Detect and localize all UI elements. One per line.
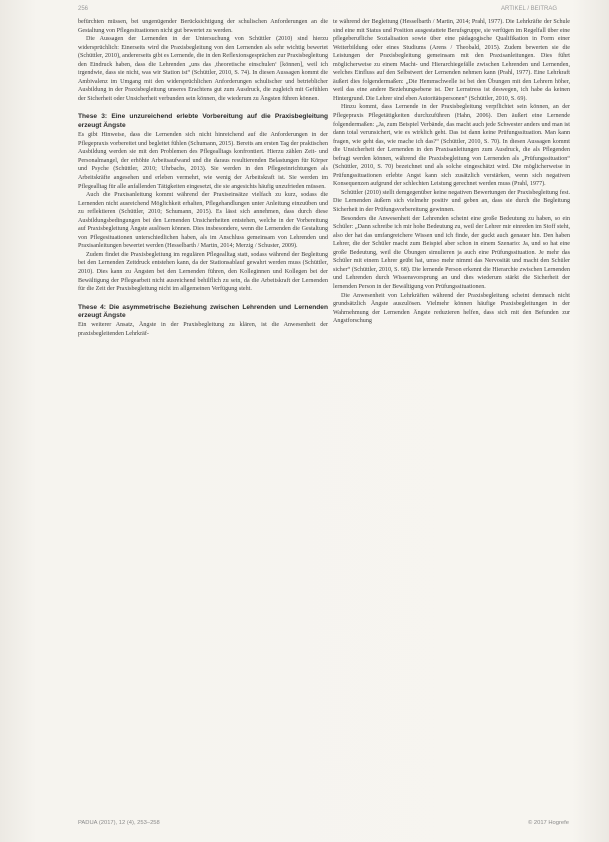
copyright-notice: © 2017 Hogrefe	[527, 820, 569, 826]
page-number: 256	[78, 6, 89, 12]
paragraph: Ein weiterer Ansatz, Ängste in der Praxisbegleitung zu klären, ist die Anwesenheit der praxisbegleitenden Lehrkräf-	[78, 322, 328, 338]
left-column	[78, 18, 328, 339]
paragraph: befürchten müssen, bei ungenügender Berücksichtigung der schulischen Anforderungen an die Gestaltung von Pflegesituationen nicht gut bewertet zu werden.	[78, 19, 328, 34]
page-footer	[78, 820, 569, 830]
paragraph: Schüttler (2010) stellt demgegenüber keine negativen Bewertungen der Praxisbegleitung fest. Die Lernenden äußern sich vielmehr positiv und geben an, dass sie durch die Begleitung Sicherheit in der Prüfungsvorbereitung gewinnen.	[333, 189, 570, 214]
section-heading: These 3: Eine unzureichend erlebte Vorbereitung auf die Praxisbegleitung erzeugt Ängste	[78, 113, 328, 129]
paragraph: Zudem findet die Praxisbegleitung im regulären Pflegealltag statt, sodass während der Begleitung bei den Lernenden Zeitdruck entstehen kann, da der Stationsablauf gewahrt werden muss (Schüttler, 2010). Dies kann zu Ängsten bei den Lernenden führen, den Kolleginnen und Kollegen bei der Bewältigung der Pflegearbeit nicht ausreichend behilflich zu sein, da die Arbeitskraft der Lernenden für die Zeit der Praxisbegleitung nicht im allgemeinen Verfügung steht.	[78, 251, 328, 293]
paragraph: Die Anwesenheit von Lehrkräften während der Praxisbegleitung scheint demnach nicht grundsätzlich Ängste auszulösen. Vielmehr können häufige Praxisbegleitungen in der Wahrnehmung der Lernenden Ängste reduzieren helfen, dass sich mit den Befunden zur Angstforschung	[333, 292, 570, 325]
paragraph: Auch die Praxisanleitung kommt während der Praxiseinsätze vielfach zu kurz, sodass die Lernenden nicht ausreichend Möglichkeit erhalten, Pflegehandlungen unter Anleitung einzuüben und zu reflektieren (Schüttler, 2010; Schumann, 2015). Es lässt sich annehmen, dass durch diese Ausbildungsbedingungen bei den Lernenden Unsicherheiten entstehen, welche in der Vorbereitung auf Praxisbegleitung Ängste auslösen können. Dies insbesondere, wenn die Lernenden die Gestaltung von Pflegesituationen unterschiedlichen haben, als im Anschluss gemeinsam von Lehrenden und Praxisanleitungen bewertet werden (Hesselbarth / Martin, 2014; Merzig / Schuster, 2009).	[78, 192, 328, 250]
paragraph: Besonders die Anwesenheit der Lehrenden scheint eine große Bedeutung zu haben, so ein Schüler: „Dann schreibe ich mir hohe Bedeutung zu, weil der Lehrer mir einreden im Stoff steht, also der hat das umfangreichere Wissen und ich finde, der guckt auch genauer hin. Den haben Lehrer, die der Schüler macht zum Beispiel aber schon in einem Szenario: Ja, und so hat eine große Bedeutung, weil die Übungen simulieren ja auch eine Prüfungssituation. Je mehr das Schüler mit einem Lehrer geübt hat, umso mehr nimmt das Nervosität und macht den Schüler sicher“ (Schüttler, 2010, S. 68). Die lernende Person erkennt die Hierarchie zwischen Lernenden und Lehrenden durch Wissensvorsprung an und dies wiederum stärkt die Sicherheit der lernenden Person in der Bewältigung von Prüfungssituationen.	[333, 215, 570, 290]
paragraph: Die Aussagen der Lernenden in der Untersuchung von Schüttler (2010) sind hierzu widersprüchlich: Einerseits wird die Praxisbegleitung von den Lernenden als sehr wichtig bewertet (Schüttler, 2010), andererseits gibt es Lernende, die in den Reflexionsgesprächen zur Praxisbegleitung den Eindruck haben, dass die Lehrenden „uns das ‚theoretische einschulen‘ [können], weil ich irgendwie, dass sie nicht, was wir Station ist“ (Schüttler, 2010, S. 74). In diesen Aussagen kommt die Ambivalenz im Umgang mit den widersprüchlichen Anforderungen schulischer und betrieblicher Ausbildung in der Praxisbegleitung unseres Erachtens gut zum Ausdruck, die zugleich mit Gefühlen der Sicherheit oder Unsicherheit verbunden sein können, die wiederum zu Ängsten führen können.	[78, 36, 328, 102]
paragraph: Es gibt Hinweise, dass die Lernenden sich nicht hinreichend auf die Anforderungen in der Pflegepraxis vorbereitet und begleitet fühlen (Schumann, 2015). Bereits am ersten Tag der praktischen Ausbildung werden sie mit den Problemen des Pflegealltags konfrontiert. Hierzu zählen Zeit- und Personalmangel, der erhöhte Arbeitsaufwand und die daraus resultierenden Belastungen für Körper und Psyche (Schüttler, 2010; Uhrbachs, 2013). Sie werden in den Pflegeeinrichtungen als Arbeitskräfte angesehen und erleben vermehrt, wie wenig der Arbeitskraft ist. Sie werden im Pflegealltag für alle anfallenden Tätigkeiten eingesetzt, die sie angesichts häufig unzufrieden müssen.	[78, 132, 328, 190]
journal-citation: PADUA (2017), 12 (4), 253–258	[78, 820, 160, 826]
section-heading: These 4: Die asymmetrische Beziehung zwischen Lehrenden und Lernenden erzeugt Ängste	[78, 303, 328, 320]
right-column	[333, 18, 570, 326]
running-head	[78, 6, 557, 16]
paragraph: te während der Begleitung (Hesselbarth / Martin, 2014; Prahl, 1977). Die Lehrkräfte der Schule sind eine mit Status und Position ausgestattete Berufsgruppe, sie verfügen im Regelfall über eine pflegeberufliche Sozialisation sowie über eine pädagogische Qualifikation in Form einer Weiterbildung oder eines Studiums (Arens / Theobald, 2015). Zudem bewerten sie die Leistungen der Praxisbegleitung gemeinsam mit den Praxisanleitungen. Dies führt möglicherweise zu einem Macht- und Hierarchiegefälle zwischen Lehrenden und Lernenden, welches Einfluss auf den Selbstwert der Lernenden nehmen kann (Prahl, 1977). Eine Lehrkraft äußert dies folgendermaßen: „Die Hemmschwelle ist bei den Übungen mit den Lehrern höher, weil das eine andere Beziehungsebene ist. Der Lernstress ist deswegen, ich habe da keinen Hintergrund. Die Lehrer sind eben Autoritätspersonen“ (Schüttler, 2010, S. 69).	[333, 19, 570, 102]
paragraph: Hinzu kommt, dass Lernende in der Praxisbegleitung verpflichtet sein können, an der Pflegepraxis Pflegetätigkeiten durchzuführen (Hahn, 2006). Den äußert eine Lernende folgendermaßen: „Ja, zum Beispiel Verbände, das macht auch jede Schwester anders und man ist dann total verunsichert, wie es wirklich geht. Das ist dann keine Prüfungssituation. Man kann fragen, wie geht das, wie mache ich das?“ (Schüttler, 2010, S. 70). In diesen Aussagen kommt die Unsicherheit der Lernenden in den Praxisanleitungen zum Ausdruck, die als Pflegenden befragt werden können, während die Praxisbegleitung von Lernenden als „Prüfungssituation“ (Schüttler, 2010, S. 70) bezeichnet und als solche eingeschätzt wird. Die möglicherweise in Prüfungssituationen erlebte Angst kann sich zusätzlich verstärken, wenn sich negativen Konsequenzen aufgrund der schlechten Leistung gerechnet werden muss (Prahl, 1977).	[333, 104, 570, 188]
section-label: ARTIKEL / BEITRAG	[500, 6, 557, 12]
